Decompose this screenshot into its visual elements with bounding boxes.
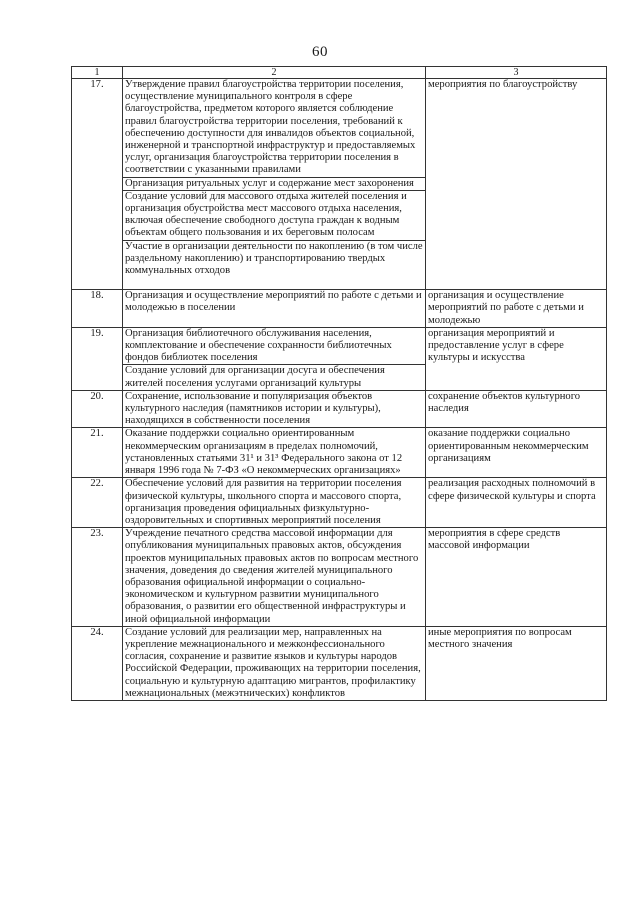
responsibilities-table xyxy=(71,66,607,701)
row-number: 21. xyxy=(72,428,123,478)
table-row xyxy=(72,428,607,478)
row-item: Организация библиотечного обслуживания населения, комплектование и обеспечение сохранности библиотечных фондов библиотек поселения xyxy=(123,327,426,365)
row-item: Участие в организации деятельности по накоплению (в том числе раздельному накоплению) и транспортированию твердых коммунальных отходов xyxy=(123,240,426,290)
table-row xyxy=(72,478,607,528)
column-header-1: 1 xyxy=(72,67,123,79)
table-header-row xyxy=(72,67,607,79)
row-number: 23. xyxy=(72,528,123,627)
table-row xyxy=(72,290,607,328)
row-number: 20. xyxy=(72,390,123,428)
row-category: организация и осуществление мероприятий по работе с детьми и молодежью xyxy=(426,290,607,328)
row-item: Организация и осуществление мероприятий по работе с детьми и молодежью в поселении xyxy=(123,290,426,328)
row-category: оказание поддержки социально ориентированным некоммерческим организациям xyxy=(426,428,607,478)
row-category: сохранение объектов культурного наследия xyxy=(426,390,607,428)
table-row xyxy=(72,528,607,627)
row-item: Создание условий для массового отдыха жителей поселения и организация обустройства мест массового отдыха населения, включая обеспечение свободного доступа граждан к водным объектам общего пользования и их береговым полосам xyxy=(123,190,426,240)
row-number: 24. xyxy=(72,626,123,700)
row-item: Обеспечение условий для развития на территории поселения физической культуры, школьного спорта и массового спорта, организация проведения официальных физкультурно-оздоровительных и спортивных мероприятий поселения xyxy=(123,478,426,528)
row-number: 19. xyxy=(72,327,123,390)
row-number: 22. xyxy=(72,478,123,528)
row-item: Создание условий для реализации мер, направленных на укрепление межнационального и межконфессионального согласия, сохранение и развитие языков и культуры народов Российской Федерации, проживающих на территории поселения, социальную и культурную адаптацию мигрантов, профилактику межнациональных (межэтнических) конфликтов xyxy=(123,626,426,700)
row-item: Организация ритуальных услуг и содержание мест захоронения xyxy=(123,177,426,190)
table-row xyxy=(72,626,607,700)
column-header-2: 2 xyxy=(123,67,426,79)
table-row xyxy=(72,79,607,178)
row-category: мероприятия по благоустройству xyxy=(426,79,607,290)
row-item: Учреждение печатного средства массовой информации для опубликования муниципальных правовых актов, обсуждения проектов муниципальных правовых актов по вопросам местного значения, доведения до сведения жителей муниципального образования официальной информации о социально-экономическом и культурном развитии муниципального образования, о развитии его общественной инфраструктуры и иной официальной информации xyxy=(123,528,426,627)
column-header-3: 3 xyxy=(426,67,607,79)
row-category: организация мероприятий и предоставление услуг в сфере культуры и искусства xyxy=(426,327,607,390)
table-row xyxy=(72,327,607,365)
row-item: Создание условий для организации досуга и обеспечения жителей поселения услугами организаций культуры xyxy=(123,365,426,390)
row-item: Оказание поддержки социально ориентированным некоммерческим организациям в пределах полномочий, установленных статьями 31¹ и 31³ Федерального закона от 12 января 1996 года № 7-ФЗ «О некоммерческих организациях» xyxy=(123,428,426,478)
table-row xyxy=(72,390,607,428)
page-number: 60 xyxy=(312,44,328,60)
row-category: реализация расходных полномочий в сфере физической культуры и спорта xyxy=(426,478,607,528)
row-item: Сохранение, использование и популяризация объектов культурного наследия (памятников истории и культуры), находящихся в собственности поселения xyxy=(123,390,426,428)
row-category: иные мероприятия по вопросам местного значения xyxy=(426,626,607,700)
row-item: Утверждение правил благоустройства территории поселения, осуществление муниципального контроля в сфере благоустройства, предметом которого является соблюдение правил благоустройства территории поселения, требований к обеспечению доступности для инвалидов объектов социальной, инженерной и транспортной инфраструктур и предоставляемых услуг, организация благоустройства территории поселения в соответствии с указанными правилами xyxy=(123,79,426,178)
row-number: 18. xyxy=(72,290,123,328)
row-category: мероприятия в сфере средств массовой информации xyxy=(426,528,607,627)
row-number: 17. xyxy=(72,79,123,290)
